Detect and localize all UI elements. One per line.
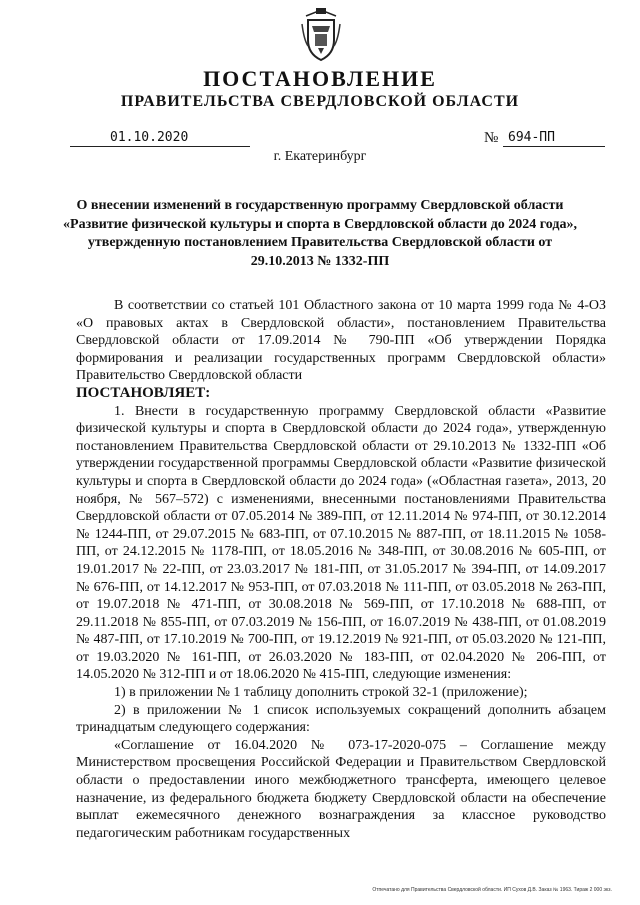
subitem-1-paragraph: 1) в приложении № 1 таблицу дополнить строкой 32-1 (приложение); [114, 685, 528, 701]
preamble-paragraph: В соответствии со статьей 101 Областного закона от 10 марта 1999 года № 4-ОЗ «О правовых актах в Свердловской области», постановлением Правительства Свердловской области от 17.09.2014 № 790-ПП «Об утверждении Порядка формирования и реализации государственных программ Свердловской области» Правительство Свердловской области [76, 298, 606, 384]
date-underline [70, 146, 250, 147]
document-date: 01.10.2020 [110, 130, 189, 145]
number-underline [503, 146, 605, 147]
item-1-paragraph: 1. Внести в государственную программу Свердловской области «Развитие физической культуры и спорта в Свердловской области до 2024 года», утвержденную постановлением Правительства Свердловской области от 29.10.2013 № 1332-ПП «Об утверждении государственной программы Свердловской области «Развитие физической культуры и спорта в Свердловской области до 2024 года» («Областная газета», 2013, 20 ноября, № 567–572) с изменениями, внесенными постановлениями Правительства Свердловской области от 07.05.2014 № 389-ПП, от 12.11.2014 № 974-ПП, от 30.12.2014 № 1244-ПП, от 29.07.2015 № 683-ПП, от 07.10.2015 № 887-ПП, от 18.11.2015 № 1058-ПП, от 24.12.2015 № 1178-ПП, от 18.05.2016 № 348-ПП, от 30.08.2016 № 605-ПП, от 19.01.2017 № 22-ПП, от 23.03.2017 № 181-ПП, от 31.05.2017 № 394-ПП, от 14.09.2017 № 676-ПП, от 14.12.2017 № 953-ПП, от 07.03.2018 № 111-ПП, от 03.05.2018 № 263-ПП, от 19.07.2018 № 471-ПП, от 30.08.2018 № 569-ПП, от 17.10.2018 № 688-ПП, от 29.11.2018 № 855-ПП, от 07.03.2019 № 156-ПП, от 16.07.2019 № 438-ПП, от 01.08.2019 № 487-ПП, от 17.10.2019 № 700-ПП, от 19.12.2019 № 921-ПП, от 05.03.2020 № 121-ПП, от 19.03.2020 № 161-ПП, от 26.03.2020 № 183-ПП, от 02.04.2020 № 206-ПП, от 14.05.2020 № 312-ПП и от 18.06.2020 № 415-ПП, следующие изменения: [76, 403, 606, 683]
number-sign: № [484, 130, 499, 146]
subitem-2-paragraph: 2) в приложении № 1 список используемых сокращений дополнить абзацем тринадцатым следующего содержания: [76, 702, 606, 736]
coat-of-arms-icon [300, 6, 342, 64]
quote-paragraph: «Соглашение от 16.04.2020 № 073-17-2020-075 – Соглашение между Министерством просвещения Российской Федерации и Правительством Свердловской области о предоставлении иного межбюджетного трансферта, имеющего целевое назначение, из федерального бюджета бюджету Свердловской области на обеспечение выплат ежемесячного денежного вознаграждения за классное руководство педагогическим работникам государственных [76, 737, 606, 841]
print-imprint: Отпечатано для Правительства Свердловской области. ИП Сухов Д.В. Заказ № 1963. Тираж 2 000 экз. [372, 887, 612, 893]
authority-title: ПРАВИТЕЛЬСТВА СВЕРДЛОВСКОЙ ОБЛАСТИ [120, 93, 520, 110]
document-type-title: ПОСТАНОВЛЕНИЕ [203, 66, 437, 91]
document-body [76, 297, 606, 842]
document-heading: О внесении изменений в государственную программу Свердловской области «Развитие физической культуры и спорта в Свердловской области до 2024 года», утвержденную постановлением Правительства Свердловской области от 29.10.2013 № 1332-ПП [63, 198, 577, 269]
city-label: г. Екатеринбург [273, 149, 367, 164]
document-number: 694-ПП [508, 130, 555, 145]
resolves-label: ПОСТАНОВЛЯЕТ: [76, 384, 211, 401]
